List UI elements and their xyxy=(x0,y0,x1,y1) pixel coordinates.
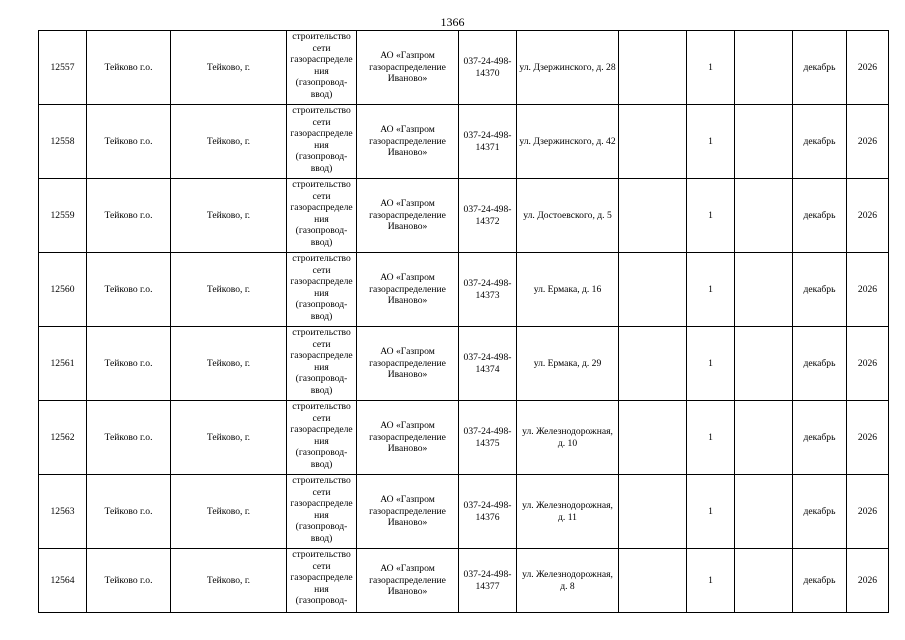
empty-cell xyxy=(619,401,687,475)
empty-cell xyxy=(735,105,793,179)
year-cell: 2026 xyxy=(847,253,889,327)
month-cell: декабрь xyxy=(793,401,847,475)
code-cell: 037-24-498-14376 xyxy=(459,475,517,549)
empty-cell xyxy=(619,105,687,179)
month-cell: декабрь xyxy=(793,105,847,179)
row-number: 12560 xyxy=(39,253,87,327)
municipality-cell: Тейково г.о. xyxy=(87,475,171,549)
organization-cell: АО «Газпром газораспределение Иваново» xyxy=(357,31,459,105)
locality-cell: Тейково, г. xyxy=(171,327,287,401)
row-number: 12557 xyxy=(39,31,87,105)
quantity-cell: 1 xyxy=(687,475,735,549)
code-cell: 037-24-498-14374 xyxy=(459,327,517,401)
row-number: 12561 xyxy=(39,327,87,401)
page-number: 1366 xyxy=(440,15,465,29)
empty-cell xyxy=(735,31,793,105)
work-type-cell: строительство сети газораспределения (газопровод-ввод) xyxy=(287,105,357,179)
month-cell: декабрь xyxy=(793,475,847,549)
organization-cell: АО «Газпром газораспределение Иваново» xyxy=(357,401,459,475)
table-row xyxy=(39,31,889,105)
year-cell: 2026 xyxy=(847,327,889,401)
address-cell: ул. Железнодорожная, д. 11 xyxy=(517,475,619,549)
locality-cell: Тейково, г. xyxy=(171,179,287,253)
organization-cell: АО «Газпром газораспределение Иваново» xyxy=(357,327,459,401)
organization-cell: АО «Газпром газораспределение Иваново» xyxy=(357,549,459,613)
municipality-cell: Тейково г.о. xyxy=(87,31,171,105)
municipality-cell: Тейково г.о. xyxy=(87,105,171,179)
code-cell: 037-24-498-14375 xyxy=(459,401,517,475)
empty-cell xyxy=(619,327,687,401)
address-cell: ул. Железнодорожная, д. 10 xyxy=(517,401,619,475)
year-cell: 2026 xyxy=(847,549,889,613)
quantity-cell: 1 xyxy=(687,327,735,401)
work-type-cell: строительство сети газораспределения (газопровод-ввод) xyxy=(287,31,357,105)
row-number: 12563 xyxy=(39,475,87,549)
locality-cell: Тейково, г. xyxy=(171,475,287,549)
locality-cell: Тейково, г. xyxy=(171,105,287,179)
table-row xyxy=(39,549,889,613)
register-table xyxy=(38,30,889,613)
empty-cell xyxy=(735,327,793,401)
month-cell: декабрь xyxy=(793,327,847,401)
year-cell: 2026 xyxy=(847,475,889,549)
quantity-cell: 1 xyxy=(687,549,735,613)
year-cell: 2026 xyxy=(847,401,889,475)
organization-cell: АО «Газпром газораспределение Иваново» xyxy=(357,253,459,327)
empty-cell xyxy=(619,475,687,549)
work-type-cell: строительство сети газораспределения (газопровод-ввод) xyxy=(287,327,357,401)
empty-cell xyxy=(735,549,793,613)
quantity-cell: 1 xyxy=(687,179,735,253)
empty-cell xyxy=(619,253,687,327)
address-cell: ул. Дзержинского, д. 28 xyxy=(517,31,619,105)
row-number: 12562 xyxy=(39,401,87,475)
work-type-cell: строительство сети газораспределения (газопровод-ввод) xyxy=(287,253,357,327)
municipality-cell: Тейково г.о. xyxy=(87,253,171,327)
empty-cell xyxy=(735,253,793,327)
address-cell: ул. Дзержинского, д. 42 xyxy=(517,105,619,179)
locality-cell: Тейково, г. xyxy=(171,549,287,613)
code-cell: 037-24-498-14373 xyxy=(459,253,517,327)
empty-cell xyxy=(735,401,793,475)
locality-cell: Тейково, г. xyxy=(171,253,287,327)
organization-cell: АО «Газпром газораспределение Иваново» xyxy=(357,475,459,549)
row-number: 12564 xyxy=(39,549,87,613)
code-cell: 037-24-498-14377 xyxy=(459,549,517,613)
table-row xyxy=(39,253,889,327)
work-type-cell: строительство сети газораспределения (газопровод-ввод) xyxy=(287,475,357,549)
code-cell: 037-24-498-14371 xyxy=(459,105,517,179)
municipality-cell: Тейково г.о. xyxy=(87,179,171,253)
quantity-cell: 1 xyxy=(687,105,735,179)
code-cell: 037-24-498-14372 xyxy=(459,179,517,253)
locality-cell: Тейково, г. xyxy=(171,401,287,475)
municipality-cell: Тейково г.о. xyxy=(87,401,171,475)
row-number: 12558 xyxy=(39,105,87,179)
municipality-cell: Тейково г.о. xyxy=(87,327,171,401)
empty-cell xyxy=(619,549,687,613)
code-cell: 037-24-498-14370 xyxy=(459,31,517,105)
organization-cell: АО «Газпром газораспределение Иваново» xyxy=(357,105,459,179)
quantity-cell: 1 xyxy=(687,253,735,327)
table-row xyxy=(39,179,889,253)
month-cell: декабрь xyxy=(793,549,847,613)
table-row xyxy=(39,327,889,401)
empty-cell xyxy=(619,179,687,253)
locality-cell: Тейково, г. xyxy=(171,31,287,105)
year-cell: 2026 xyxy=(847,105,889,179)
month-cell: декабрь xyxy=(793,253,847,327)
year-cell: 2026 xyxy=(847,31,889,105)
municipality-cell: Тейково г.о. xyxy=(87,549,171,613)
address-cell: ул. Достоевского, д. 5 xyxy=(517,179,619,253)
table-row xyxy=(39,475,889,549)
table-row xyxy=(39,105,889,179)
quantity-cell: 1 xyxy=(687,31,735,105)
address-cell: ул. Ермака, д. 29 xyxy=(517,327,619,401)
work-type-cell: строительство сети газораспределения (газопровод-ввод) xyxy=(287,179,357,253)
empty-cell xyxy=(735,475,793,549)
month-cell: декабрь xyxy=(793,179,847,253)
year-cell: 2026 xyxy=(847,179,889,253)
row-number: 12559 xyxy=(39,179,87,253)
empty-cell xyxy=(735,179,793,253)
address-cell: ул. Ермака, д. 16 xyxy=(517,253,619,327)
work-type-cell: строительство сети газораспределения (газопровод- xyxy=(287,549,357,613)
empty-cell xyxy=(619,31,687,105)
register-body xyxy=(39,31,889,613)
quantity-cell: 1 xyxy=(687,401,735,475)
organization-cell: АО «Газпром газораспределение Иваново» xyxy=(357,179,459,253)
month-cell: декабрь xyxy=(793,31,847,105)
table-row xyxy=(39,401,889,475)
address-cell: ул. Железнодорожная, д. 8 xyxy=(517,549,619,613)
work-type-cell: строительство сети газораспределения (газопровод-ввод) xyxy=(287,401,357,475)
